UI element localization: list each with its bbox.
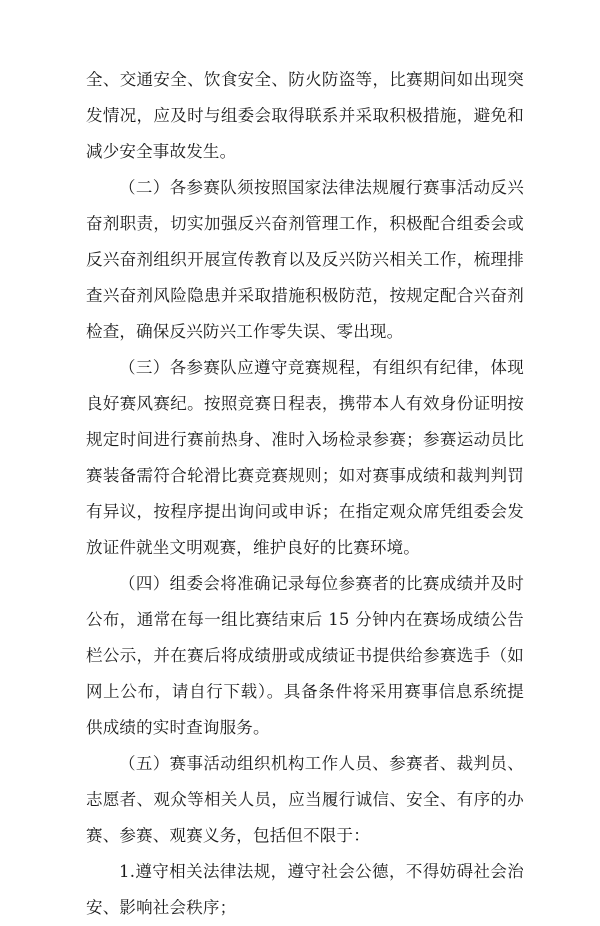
text-line: 检查，确保反兴防兴工作零失误、零出现。 — [86, 322, 404, 341]
text-line: 查兴奋剂风险隐患并采取措施积极防范，按规定配合兴奋剂 — [86, 286, 524, 305]
text-line: 规定时间进行赛前热身、准时入场检录参赛；参赛运动员比 — [86, 430, 524, 449]
text-line: 赛、参赛、观赛义务，包括但不限于： — [86, 826, 370, 845]
paragraph-item-3 — [86, 350, 524, 566]
text-line: 有异议，按程序提出询问或申诉；在指定观众席凭组委会发 — [86, 502, 524, 521]
document-body — [86, 62, 524, 926]
text-line: 全、交通安全、饮食安全、防火防盗等，比赛期间如出现突 — [86, 70, 524, 89]
text-line: 奋剂职责，切实加强反兴奋剂管理工作，积极配合组委会或 — [86, 214, 524, 233]
text-line: 供成绩的实时查询服务。 — [86, 718, 270, 737]
paragraph-item-2 — [86, 170, 524, 350]
text-line: 志愿者、观众等相关人员，应当履行诚信、安全、有序的办 — [86, 790, 524, 809]
text-line: 网上公布，请自行下载）。具备条件将采用赛事信息系统提 — [86, 682, 524, 701]
text-line: 赛装备需符合轮滑比赛竞赛规则；如对赛事成绩和裁判判罚 — [86, 466, 524, 485]
text-line: 放证件就坐文明观赛，维护良好的比赛环境。 — [86, 538, 420, 557]
text-line: 安、影响社会秩序； — [86, 898, 237, 917]
text-line: （五）赛事活动组织机构工作人员、参赛者、裁判员、 — [119, 754, 524, 773]
text-line: 公布，通常在每一组比赛结束后 15 分钟内在赛场成绩公告 — [86, 610, 524, 629]
paragraph-continuation — [86, 62, 524, 170]
text-line: 良好赛风赛纪。按照竞赛日程表，携带本人有效身份证明按 — [86, 394, 524, 413]
paragraph-item-5 — [86, 746, 524, 854]
paragraph-sub-1 — [86, 854, 524, 926]
text-line: （二）各参赛队须按照国家法律法规履行赛事活动反兴 — [119, 178, 524, 197]
text-line: 减少安全事故发生。 — [86, 142, 237, 161]
text-line: 反兴奋剂组织开展宣传教育以及反兴防兴相关工作，梳理排 — [86, 250, 524, 269]
text-line: 发情况，应及时与组委会取得联系并采取积极措施，避免和 — [86, 106, 524, 125]
text-line: 1.遵守相关法律法规，遵守社会公德，不得妨碍社会治 — [119, 862, 524, 881]
text-line: 栏公示，并在赛后将成绩册或成绩证书提供给参赛选手（如 — [86, 646, 524, 665]
paragraph-item-4 — [86, 566, 524, 746]
text-line: （三）各参赛队应遵守竞赛规程，有组织有纪律，体现 — [119, 358, 524, 377]
text-line: （四）组委会将准确记录每位参赛者的比赛成绩并及时 — [119, 574, 524, 593]
